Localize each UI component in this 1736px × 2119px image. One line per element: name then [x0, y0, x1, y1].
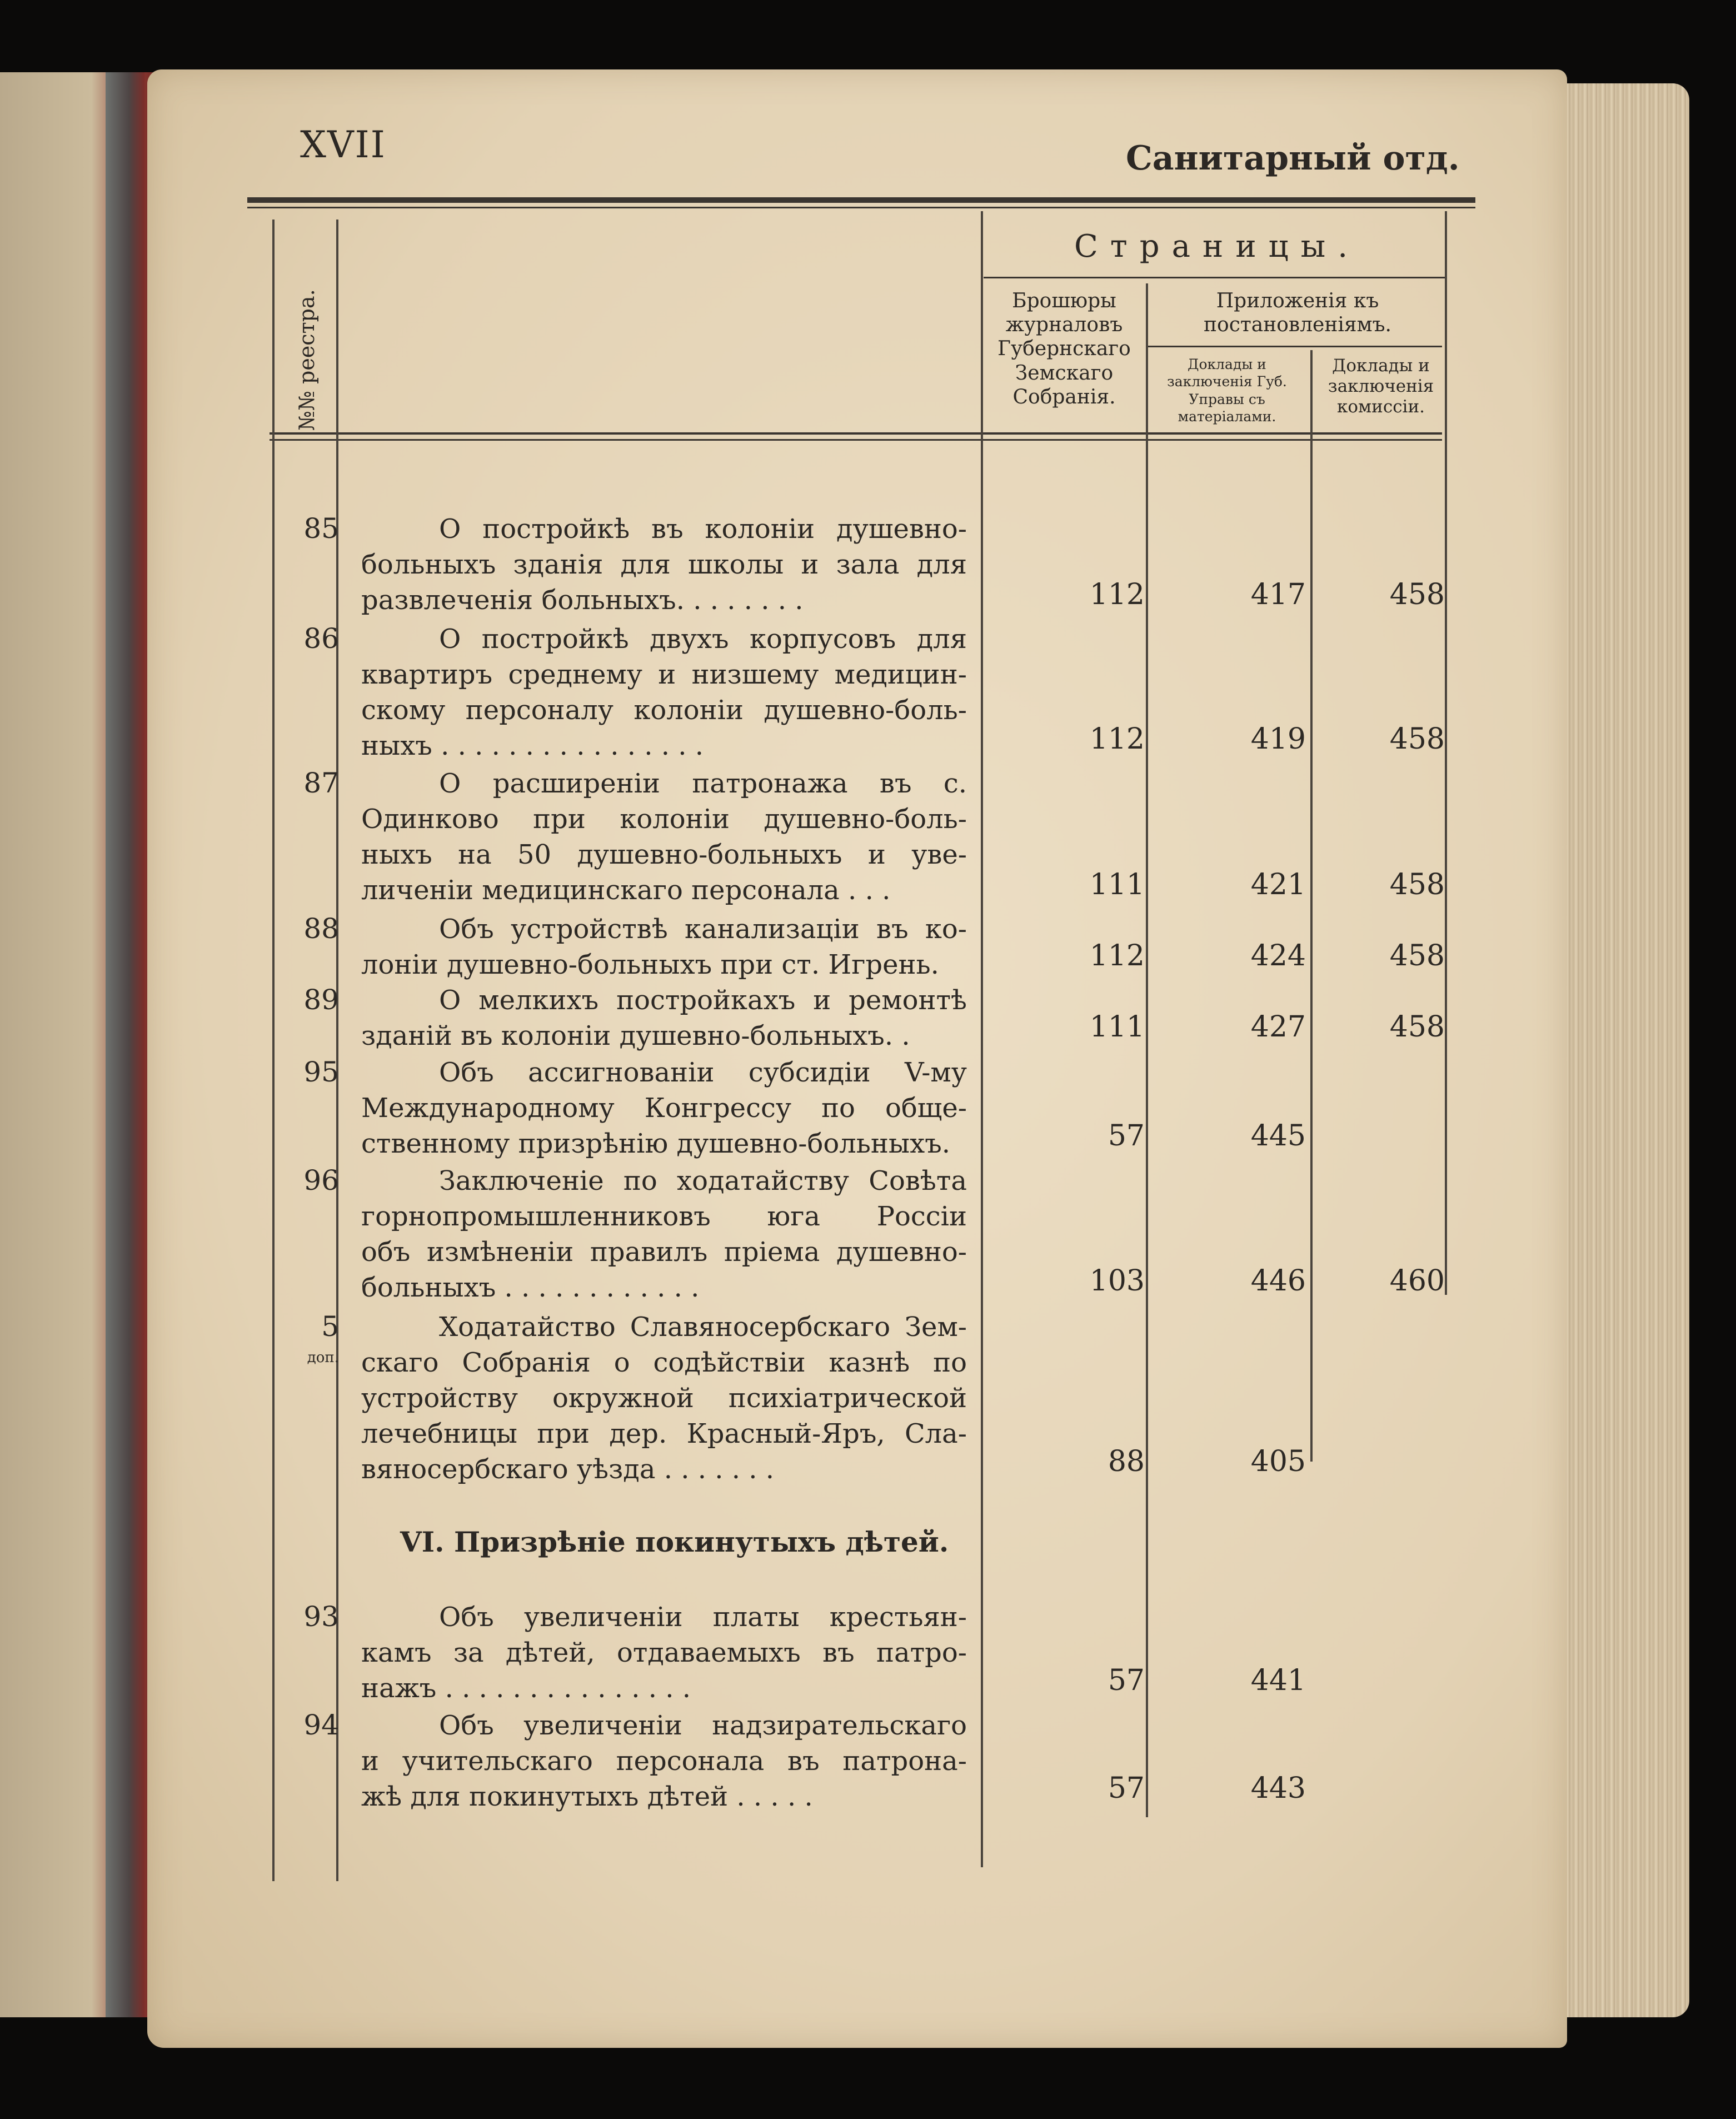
- entry-line: жѣ для покинутыхъ дѣтей . . . . .: [361, 1781, 813, 1812]
- entry-line: О постройкѣ двухъ корпусовъ для: [439, 624, 967, 655]
- entry-line: Объ увеличеніи платы крестьян-: [439, 1602, 967, 1633]
- entry-text: [361, 1599, 967, 1706]
- col-divider-brochures: [1146, 283, 1148, 1817]
- registry-number: 85: [303, 512, 339, 545]
- brochure-page: 88: [1108, 1445, 1145, 1478]
- entry-line: О расширеніи патронажа въ с.: [439, 768, 967, 799]
- entry-line: Международному Конгрессу по обще-: [361, 1093, 967, 1124]
- entry-line: скаго Собранія о содѣйствіи казнѣ по: [361, 1347, 967, 1378]
- brochure-page: 111: [1089, 868, 1145, 901]
- entry-text: [361, 1708, 967, 1814]
- gov-report-page: 405: [1250, 1445, 1306, 1478]
- entry-line: О постройкѣ въ колоніи душевно-: [439, 513, 967, 545]
- commission-report-page: 458: [1389, 578, 1445, 611]
- entry-text: [361, 766, 967, 908]
- entry-line: лечебницы при дер. Красный-Яръ, Сла-: [361, 1418, 967, 1449]
- entry-line: горнопромышленниковъ юга Россіи: [361, 1201, 967, 1232]
- gov-report-page: 421: [1250, 868, 1306, 901]
- entry-line: вяносербскаго уѣзда . . . . . . .: [361, 1454, 775, 1485]
- entry-line: квартиръ среднему и низшему медицин-: [361, 659, 967, 690]
- entry-text: [361, 621, 967, 764]
- appendix-divider: [1148, 346, 1442, 347]
- header-bottom-rule-2: [270, 439, 1442, 441]
- commission-report-page: 458: [1389, 722, 1445, 756]
- gov-report-page: 441: [1250, 1664, 1306, 1697]
- registry-number: 87: [303, 767, 339, 799]
- entry-line: зданій въ колоніи душевно-больныхъ. .: [361, 1020, 910, 1051]
- page-number: XVII: [300, 123, 386, 166]
- entry-line: О мелкихъ постройкахъ и ремонтѣ: [439, 985, 967, 1016]
- commission-report-page: 458: [1389, 1010, 1445, 1044]
- col-divider-registry: [272, 220, 275, 1881]
- entry-text: [361, 1163, 967, 1305]
- registry-number: 86: [303, 622, 339, 655]
- entry-line: личеніи медицинскаго персонала . . .: [361, 875, 891, 906]
- appendix-header: Приложенія къ постановленіямъ.: [1204, 290, 1391, 337]
- entry-text: [361, 1055, 967, 1161]
- entry-text: [361, 983, 967, 1054]
- entry-text: [361, 1309, 967, 1487]
- entry-line: объ измѣненіи правилъ пріема душевно-: [361, 1237, 967, 1268]
- entry-line: Объ устройствѣ канализаціи въ ко-: [439, 914, 967, 945]
- reports-gov-header: Доклады и заключенія Губ. Управы съ матеріалами.: [1167, 356, 1287, 425]
- registry-number: 89: [303, 984, 339, 1016]
- registry-number: 88: [303, 913, 339, 945]
- entry-line: Ходатайство Славяносербскаго Зем-: [439, 1312, 967, 1343]
- entry-line: и учительскаго персонала въ патрона-: [361, 1746, 967, 1777]
- entry-text: [361, 511, 967, 618]
- brochure-page: 57: [1108, 1772, 1145, 1805]
- gov-report-page: 427: [1250, 1010, 1306, 1044]
- entry-line: ныхъ на 50 душевно-больныхъ и уве-: [361, 839, 967, 870]
- commission-report-page: 458: [1389, 939, 1445, 973]
- top-rule-thin: [247, 207, 1475, 208]
- entry-line: нажъ . . . . . . . . . . . . . . .: [361, 1673, 691, 1704]
- entry-line: ныхъ . . . . . . . . . . . . . . . .: [361, 730, 704, 761]
- entry-line: Одинково при колоніи душевно-боль-: [361, 804, 967, 835]
- gov-report-page: 445: [1250, 1119, 1306, 1153]
- header-bottom-rule: [270, 432, 1442, 435]
- registry-number: 94: [303, 1709, 339, 1741]
- subsection-heading: VI. Призрѣніе покинутыхъ дѣтей.: [400, 1525, 949, 1558]
- entry-text: [361, 911, 967, 983]
- entry-line: Заключеніе по ходатайству Совѣта: [439, 1165, 967, 1196]
- brochure-page: 57: [1108, 1664, 1145, 1697]
- gov-report-page: 424: [1250, 939, 1306, 973]
- pages-divider: [984, 277, 1445, 278]
- entry-line: Объ увеличеніи надзирательскаго: [439, 1710, 967, 1741]
- col-divider-pages: [981, 211, 983, 1867]
- entry-line: Объ ассигнованіи субсидіи V-му: [439, 1057, 967, 1088]
- registry-column-header: №№ реестра.: [295, 289, 319, 431]
- entry-line: камъ за дѣтей, отдаваемыхъ въ патро-: [361, 1637, 967, 1668]
- brochure-page: 112: [1089, 939, 1145, 973]
- commission-report-page: 460: [1389, 1264, 1445, 1298]
- left-page-edge: [0, 72, 167, 2017]
- registry-number: 95: [303, 1056, 339, 1088]
- brochures-header: Брошюры журналовъ Губернскаго Земскаго Собранія.: [997, 290, 1131, 408]
- registry-number: 93: [303, 1601, 339, 1633]
- commission-report-page: 458: [1389, 868, 1445, 901]
- entry-line: устройству окружной психіатрической: [361, 1383, 967, 1414]
- brochure-page: 111: [1089, 1010, 1145, 1044]
- entry-line: больныхъ . . . . . . . . . . . .: [361, 1272, 700, 1303]
- reports-commission-header: Доклады и заключенія комиссіи.: [1328, 356, 1434, 417]
- brochure-page: 57: [1108, 1119, 1145, 1153]
- brochure-page: 112: [1089, 722, 1145, 756]
- gov-report-page: 419: [1250, 722, 1306, 756]
- gov-report-page: 417: [1250, 578, 1306, 611]
- registry-number: 5: [321, 1310, 339, 1343]
- section-title: Санитарный отд.: [1126, 139, 1460, 178]
- entry-line: ственному призрѣнію душевно-больныхъ.: [361, 1128, 950, 1159]
- gov-report-page: 443: [1250, 1772, 1306, 1805]
- brochure-page: 112: [1089, 578, 1145, 611]
- pages-header: Страницы.: [1074, 228, 1360, 265]
- entry-line: развлеченія больныхъ. . . . . . . .: [361, 585, 804, 616]
- brochure-page: 103: [1089, 1264, 1145, 1298]
- entry-line: больныхъ зданія для школы и зала для: [361, 549, 967, 580]
- entry-line: лоніи душевно-больныхъ при ст. Игрень.: [361, 949, 939, 980]
- page-edges: [1562, 83, 1689, 2017]
- registry-suffix: доп.: [307, 1349, 339, 1366]
- registry-number: 96: [303, 1164, 339, 1196]
- gov-report-page: 446: [1250, 1264, 1306, 1298]
- entry-line: скому персоналу колоніи душевно-боль-: [361, 695, 967, 726]
- top-rule: [247, 197, 1475, 203]
